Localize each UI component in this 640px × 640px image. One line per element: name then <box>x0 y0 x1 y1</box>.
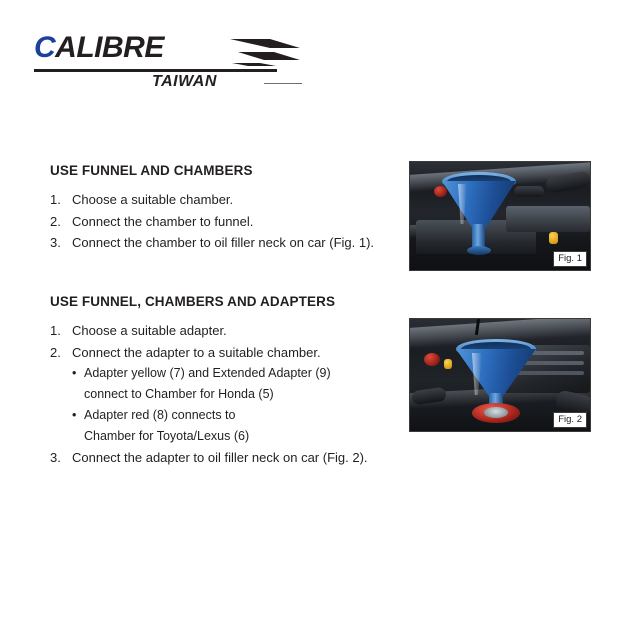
red-cap <box>424 353 440 366</box>
section-use-funnel-chambers-and-adapters <box>50 294 400 469</box>
logo-wordmark <box>34 33 164 63</box>
brand-logo <box>34 33 304 88</box>
yellow-tab <box>444 359 452 369</box>
bullet-icon: • <box>72 366 77 380</box>
bullet-icon: • <box>72 408 77 422</box>
list-item <box>72 405 400 447</box>
step-number: 1. <box>50 323 61 338</box>
red-cap <box>434 186 447 197</box>
section-2-title: USE FUNNEL, CHAMBERS AND ADAPTERS <box>50 294 336 309</box>
step-text: Connect the adapter to oil filler neck on car (Fig. 2). <box>72 450 368 465</box>
figure-2 <box>409 318 591 432</box>
step-text: Choose a suitable chamber. <box>72 192 234 207</box>
hose-small <box>514 186 544 197</box>
step-number: 3. <box>50 450 61 465</box>
list-item <box>50 447 400 469</box>
double-chevron-swoosh-icon <box>230 35 304 72</box>
step-number: 1. <box>50 192 61 207</box>
section-2-steps <box>50 320 400 469</box>
figure-1 <box>409 161 591 271</box>
step-text: Connect the chamber to oil filler neck on car (Fig. 1). <box>72 235 375 250</box>
filler-neck <box>484 407 508 418</box>
sub-item-line-1: Adapter red (8) connects to <box>84 408 236 422</box>
figure-2-label: Fig. 2 <box>553 412 587 428</box>
step-text: Connect the adapter to a suitable chamber. <box>72 344 321 360</box>
list-item <box>50 232 400 254</box>
engine-cover-right <box>506 206 590 232</box>
section-1-title: USE FUNNEL AND CHAMBERS <box>50 163 253 178</box>
list-item <box>50 342 400 448</box>
logo-divider-rule <box>34 69 277 72</box>
funnel-stem-collar <box>467 246 491 255</box>
sub-item-line-2: Chamber for Toyota/Lexus (6) <box>84 429 250 443</box>
logo-word-rest: ALIBRE <box>55 31 164 64</box>
sub-item-line-1: Adapter yellow (7) and Extended Adapter (9) <box>84 366 331 380</box>
section-2-sub-items <box>72 363 400 447</box>
section-1-steps <box>50 189 400 254</box>
list-item <box>50 189 400 211</box>
section-use-funnel-and-chambers <box>50 163 400 254</box>
logo-initial: C <box>34 31 56 64</box>
step-number: 2. <box>50 344 61 360</box>
list-item <box>50 320 400 342</box>
logo-subtitle-rule <box>264 83 302 84</box>
list-item <box>50 211 400 233</box>
step-number: 2. <box>50 213 61 229</box>
dipstick-handle <box>549 232 558 244</box>
step-text: Connect the chamber to funnel. <box>72 213 254 229</box>
figure-1-label: Fig. 1 <box>553 251 587 267</box>
step-number: 3. <box>50 235 61 250</box>
list-item <box>72 363 400 405</box>
sub-item-line-2: connect to Chamber for Honda (5) <box>84 387 274 401</box>
step-text: Choose a suitable adapter. <box>72 323 227 338</box>
logo-subtitle: TAIWAN <box>152 73 217 90</box>
